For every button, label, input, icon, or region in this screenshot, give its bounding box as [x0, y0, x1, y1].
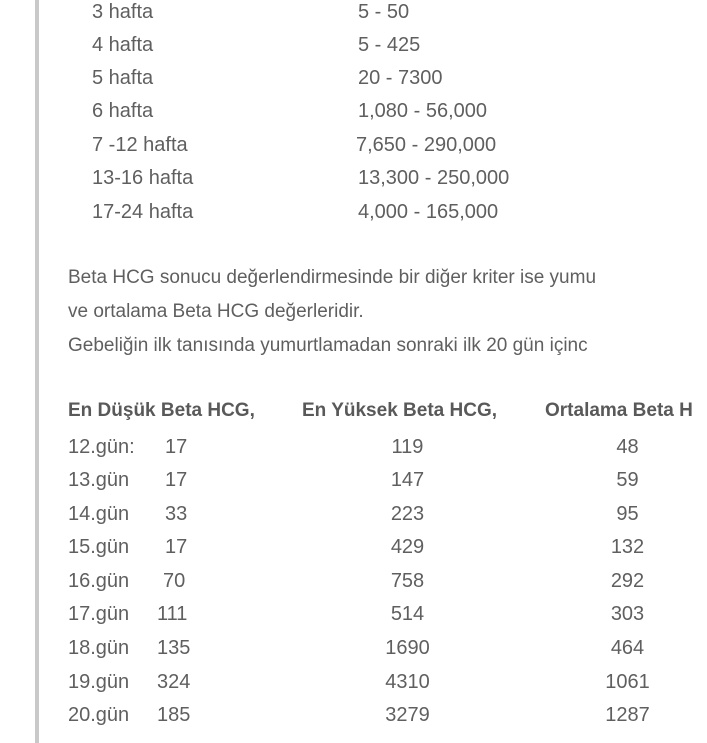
high-cell: 147	[390, 469, 425, 491]
high-cell: 1690	[385, 637, 430, 659]
low-cell: 185	[157, 704, 191, 726]
week-label: 4 hafta	[92, 34, 154, 56]
avg-cell: 303	[610, 603, 645, 625]
week-range: 5 - 425	[358, 34, 421, 56]
week-label: 5 hafta	[92, 67, 154, 89]
week-label: 6 hafta	[92, 100, 154, 122]
low-cell: 17	[165, 469, 188, 491]
low-cell: 135	[157, 637, 191, 659]
high-cell: 223	[390, 503, 425, 525]
paragraph-line: Beta HCG sonucu değerlendirmesinde bir diğer kriter ise yumu	[68, 267, 597, 288]
header-highest: En Yüksek Beta HCG,	[302, 400, 498, 421]
high-cell: 3279	[385, 704, 430, 726]
low-cell: 17	[165, 536, 188, 558]
day-cell: 14.gün	[68, 503, 130, 525]
header-average: Ortalama Beta H	[545, 400, 693, 421]
day-cell: 20.gün	[68, 704, 130, 726]
low-cell: 111	[157, 603, 188, 625]
week-range: 1,080 - 56,000	[358, 100, 487, 122]
high-cell: 119	[391, 436, 424, 458]
day-cell: 16.gün	[68, 570, 130, 592]
week-label: 17-24 hafta	[92, 201, 194, 223]
day-cell: 17.gün	[68, 603, 130, 625]
week-range: 20 - 7300	[358, 67, 443, 89]
avg-cell: 48	[616, 436, 639, 458]
avg-cell: 464	[610, 637, 645, 659]
low-cell: 324	[157, 671, 191, 693]
header-lowest: En Düşük Beta HCG,	[68, 400, 255, 421]
high-cell: 514	[390, 603, 425, 625]
low-cell: 70	[163, 570, 186, 592]
week-range: 4,000 - 165,000	[358, 201, 499, 223]
avg-cell: 95	[616, 503, 639, 525]
high-cell: 758	[390, 570, 425, 592]
week-label: 3 hafta	[92, 1, 154, 23]
day-cell: 12.gün:	[68, 436, 135, 458]
high-cell: 429	[390, 536, 425, 558]
avg-cell: 292	[610, 570, 645, 592]
week-range: 13,300 - 250,000	[358, 167, 510, 189]
day-cell: 13.gün	[68, 469, 130, 491]
high-cell: 4310	[385, 671, 430, 693]
paragraph-line: ve ortalama Beta HCG değerleridir.	[68, 301, 364, 322]
low-cell: 33	[165, 503, 188, 525]
week-range: 5 - 50	[358, 1, 410, 23]
avg-cell: 132	[610, 536, 645, 558]
low-cell: 17	[165, 436, 188, 458]
day-cell: 15.gün	[68, 536, 130, 558]
week-label: 7 -12 hafta	[92, 134, 188, 156]
paragraph-line: Gebeliğin ilk tanısında yumurtlamadan sonraki ilk 20 gün içinc	[68, 335, 588, 356]
avg-cell: 1061	[605, 671, 650, 693]
week-range: 7,650 - 290,000	[356, 134, 497, 156]
day-cell: 19.gün	[68, 671, 130, 693]
avg-cell: 59	[616, 469, 639, 491]
day-cell: 18.gün	[68, 637, 130, 659]
avg-cell: 1287	[605, 704, 650, 726]
week-label: 13-16 hafta	[92, 167, 194, 189]
